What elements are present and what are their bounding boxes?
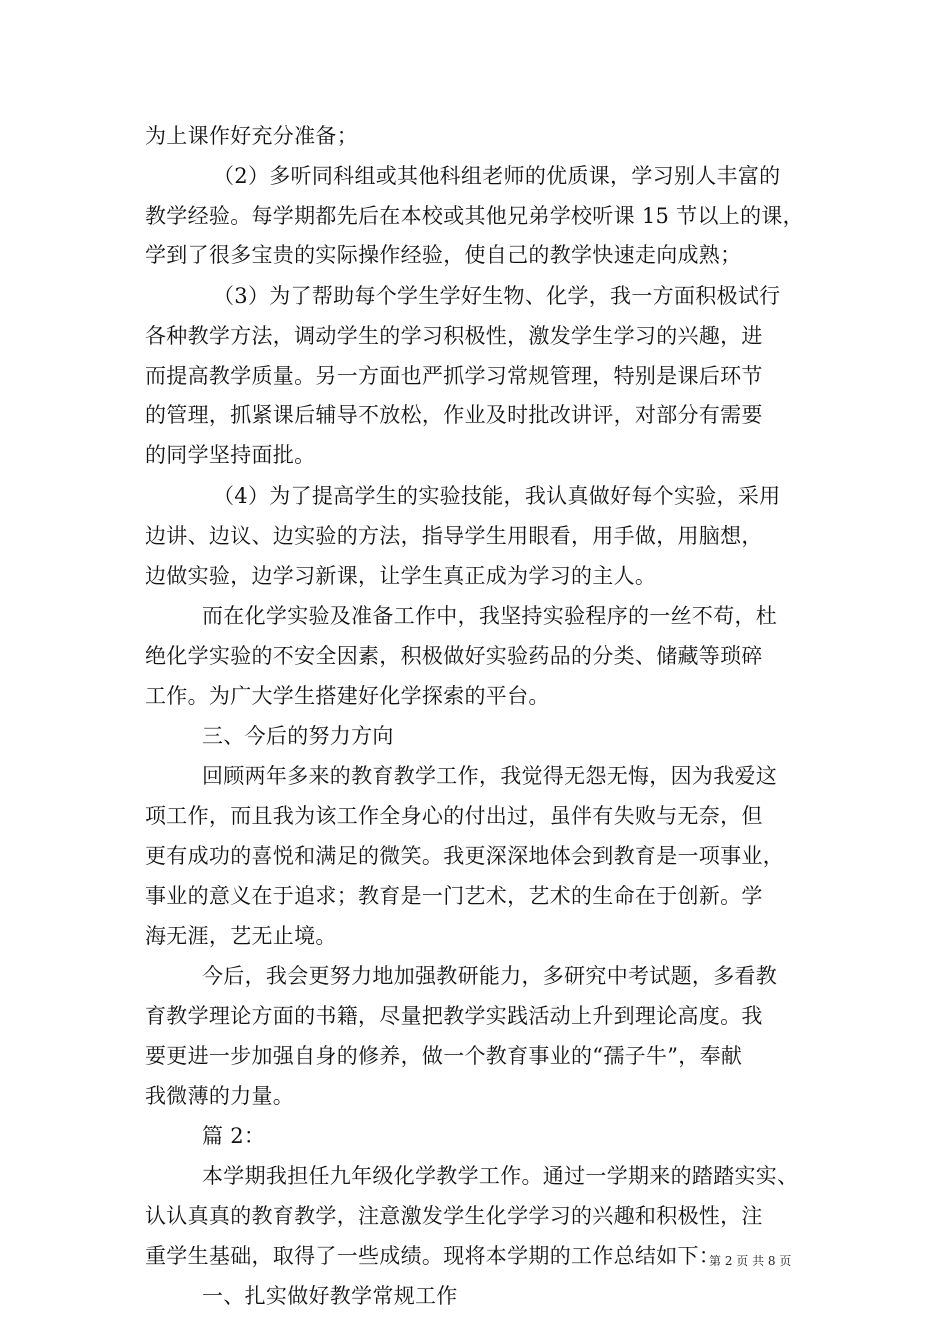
text-line: 工作。为广大学生搭建好化学探索的平台。 [145,684,550,708]
text-line: （2）多听同科组或其他科组老师的优质课，学习别人丰富的 [213,164,781,188]
text-line: 的同学坚持面批。 [145,443,316,467]
text-line: 更有成功的喜悦和满足的微笑。我更深深地体会到教育是一项事业， [145,844,784,868]
text-line: （4）为了提高学生的实验技能，我认真做好每个实验，采用 [213,484,781,508]
text-line: 重学生基础，取得了一些成绩。现将本学期的工作总结如下： [145,1244,721,1268]
text-line: 学到了很多宝贵的实际操作经验，使自己的教学快速走向成熟； [145,243,742,267]
text-line: 认认真真的教育教学，注意激发学生化学学习的兴趣和积极性，注 [145,1204,763,1228]
text-line: 边做实验，边学习新课，让学生真正成为学习的主人。 [145,564,657,588]
text-line: 项工作，而且我为该工作全身心的付出过，虽伴有失败与无奈，但 [145,804,763,828]
text-line: 今后，我会更努力地加强教研能力，多研究中考试题，多看教 [202,964,778,988]
text-line: 事业的意义在于追求；教育是一门艺术，艺术的生命在于创新。学 [145,884,763,908]
text-line: 而提高教学质量。另一方面也严抓学习常规管理，特别是课后环节 [145,364,763,388]
section-heading: 三、今后的努力方向 [202,724,394,748]
text-line: 而在化学实验及准备工作中，我坚持实验程序的一丝不苟，杜 [202,604,778,628]
text-line: （3）为了帮助每个学生学好生物、化学，我一方面积极试行 [213,284,781,308]
text-line: 海无涯，艺无止境。 [145,924,337,948]
text-line: 边讲、边议、边实验的方法，指导学生用眼看，用手做，用脑想， [145,524,763,548]
text-line: 要更进一步加强自身的修养，做一个教育事业的“孺子牛”，奉献 [145,1044,743,1068]
text-line: 我微薄的力量。 [145,1084,295,1108]
page-number-footer: 第 2 页 共 8 页 [709,1254,792,1268]
text-line: 各种教学方法，调动学生的学习积极性，激发学生学习的兴趣，进 [145,324,763,348]
text-line: 回顾两年多来的教育教学工作，我觉得无怨无悔，因为我爱这 [202,764,778,788]
text-line: 教学经验。每学期都先后在本校或其他兄弟学校听课 15 节以上的课， [145,204,804,228]
text-line: 的管理，抓紧课后辅导不放松，作业及时批改讲评，对部分有需要 [145,403,763,427]
section-heading: 一、扎实做好教学常规工作 [202,1284,458,1308]
section-heading: 篇 2： [202,1124,266,1148]
text-line: 绝化学实验的不安全因素，积极做好实验药品的分类、储藏等琐碎 [145,644,763,668]
text-line: 本学期我担任九年级化学教学工作。通过一学期来的踏踏实实、 [202,1164,799,1188]
text-line: 为上课作好充分准备； [145,124,358,148]
text-line: 育教学理论方面的书籍，尽量把教学实践活动上升到理论高度。我 [145,1004,763,1028]
